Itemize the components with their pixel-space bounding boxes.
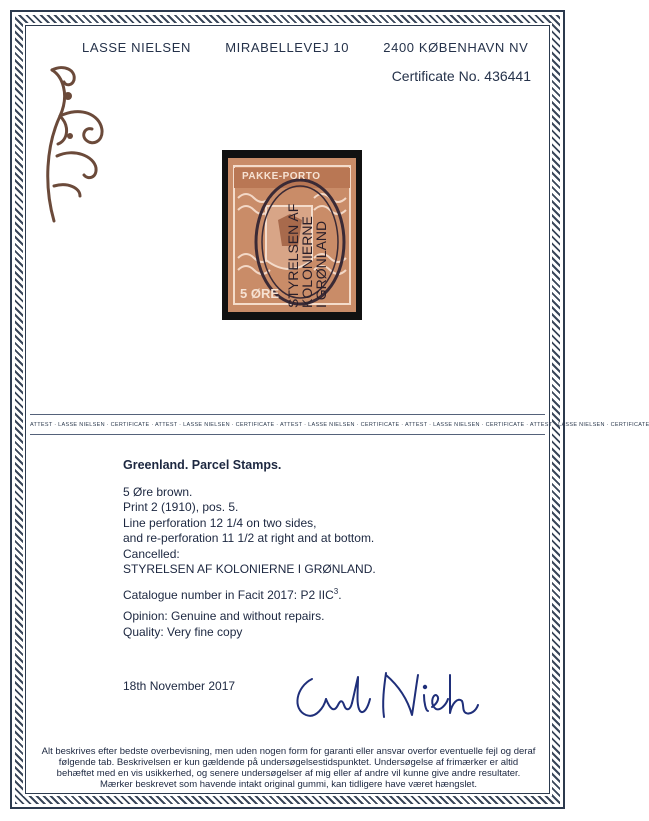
- certificate-date: 18th November 2017: [123, 679, 236, 693]
- catalogue-line: [123, 584, 523, 604]
- cancelled-value: STYRELSEN AF KOLONIERNE I GRØNLAND.: [123, 562, 376, 576]
- cancel-line-2: KOLONIERNE: [299, 216, 315, 308]
- catalogue-end: .: [338, 587, 342, 602]
- stamp-value: 5 ØRE: [240, 286, 280, 301]
- certificate-number-line: [392, 68, 531, 84]
- issuer-name: LASSE NIELSEN: [82, 40, 191, 55]
- quality-line: Quality: Very fine copy: [123, 624, 243, 639]
- attest-divider: ATTEST · LASSE NIELSEN · CERTIFICATE · ATTEST · LASSE NIELSEN · CERTIFICATE · ATTEST · LASSE NIELSEN · CERTIFICATE · ATTEST · LASSE NIELSEN · CERTIFICATE · ATTEST · LASSE NIELSEN · CERTIFICATE: [30, 422, 649, 428]
- perforation-line-2: and re-perforation 11 1/2 at right and at bottom.: [123, 531, 375, 545]
- stamp-value-line: 5 Øre brown.: [123, 484, 193, 499]
- cancel-line-3: I GRØNLAND: [313, 220, 329, 308]
- opinion-line: Opinion: Genuine and without repairs.: [123, 609, 325, 623]
- perforation-line-1: Line perforation 12 1/4 on two sides,: [123, 515, 317, 530]
- certificate-label: Certificate No.: [391, 68, 481, 84]
- catalogue-sup: 3: [333, 586, 339, 596]
- cancelled-label: Cancelled:: [123, 546, 180, 561]
- description-title: Greenland. Parcel Stamps.: [123, 458, 282, 472]
- issuer-street: MIRABELLEVEJ 10: [225, 40, 350, 55]
- certificate-number: 436441: [484, 68, 531, 84]
- print-line: Print 2 (1910), pos. 5.: [123, 500, 239, 514]
- signature-icon: [290, 665, 480, 725]
- issuer-header: [82, 40, 528, 55]
- stamp-photo: [222, 150, 362, 320]
- issuer-city: 2400 KØBENHAVN NV: [383, 40, 529, 55]
- corner-ornament-icon: [40, 56, 112, 226]
- divider-rule-top: [30, 414, 545, 415]
- divider-rule-bottom: [30, 434, 545, 435]
- disclaimer-text: Alt beskrives efter bedste overbevisning, men uden nogen form for garanti eller ansvar overfor eventuelle fejl og deraf følgende tab. Beskrivelsen er kun gældende på undersøgelsestidspunktet. Undersøgelse af frimærker er altid behæftet med en vis usikkerhed, og senere undersøgelser af mig eller af andre vil kunne give andre resultater. Mærker beskrevet som havende intakt original gummi, kan tidligere have været hængslet.: [41, 746, 536, 790]
- stamp-top-label: PAKKE-PORTO: [242, 171, 321, 182]
- parcel-stamp: [228, 158, 356, 312]
- catalogue-text: Catalogue number in Facit 2017: P2 IIC: [123, 587, 334, 602]
- cancel-line-1: STYRELSEN AF: [285, 203, 301, 308]
- cancellation-text: [286, 204, 328, 308]
- certificate-description: [123, 458, 523, 640]
